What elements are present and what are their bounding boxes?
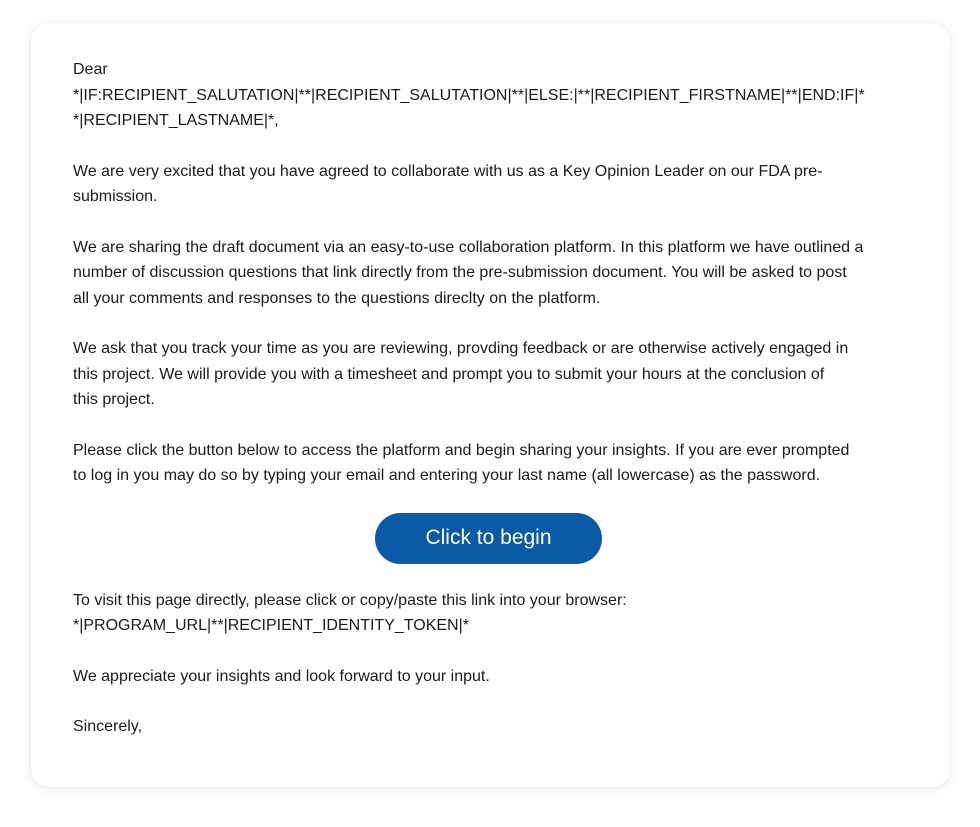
paragraph-line: to log in you may do so by typing your email and entering your last name (all lowercase) as the password.	[73, 467, 821, 484]
paragraph-line: To visit this page directly, please click or copy/paste this link into your browser:	[73, 591, 627, 609]
paragraph-line: number of discussion questions that link directly from the pre-submission document. You will be asked to post	[73, 264, 847, 281]
email-card	[31, 23, 950, 787]
paragraph-line: this project. We will provide you with a timesheet and prompt you to submit your hours at the conclusion of	[73, 365, 825, 383]
paragraph-line: this project.	[73, 391, 155, 408]
sign-off-text: Sincerely,	[73, 718, 143, 735]
lastname-merge-tag: *|RECIPIENT_LASTNAME|*,	[73, 112, 279, 129]
click-to-begin-button[interactable]: Click to begin	[375, 513, 602, 564]
cta-container	[73, 489, 910, 588]
paragraph-line: We are very excited that you have agreed to collaborate with us as a Key Opinion Leader on our FDA pre-	[73, 162, 823, 180]
greeting	[73, 57, 910, 134]
paragraph-line: We ask that you track your time as you are reviewing, provding feedback or are otherwise actively engaged in	[73, 340, 849, 357]
paragraph-line: We are sharing the draft document via an easy-to-use collaboration platform. In this platform we have outlined a	[73, 238, 864, 256]
sign-off	[73, 714, 910, 740]
direct-link-paragraph	[73, 588, 910, 639]
paragraph-line: Please click the button below to access the platform and begin sharing your insights. If you are ever prompted	[73, 441, 850, 459]
timesheet-paragraph	[73, 336, 910, 413]
platform-paragraph	[73, 235, 910, 312]
intro-paragraph	[73, 159, 910, 210]
program-url-merge-tag[interactable]: *|PROGRAM_URL|**|RECIPIENT_IDENTITY_TOKEN|*	[73, 617, 469, 634]
salutation-merge-tag: *|IF:RECIPIENT_SALUTATION|**|RECIPIENT_SALUTATION|**|ELSE:|**|RECIPIENT_FIRSTNAME|**|END:IF|*	[73, 86, 865, 104]
paragraph-line: We appreciate your insights and look forward to your input.	[73, 667, 490, 685]
closing-note	[73, 664, 910, 690]
greeting-line: Dear	[73, 61, 108, 78]
paragraph-line: all your comments and responses to the questions direclty on the platform.	[73, 289, 601, 307]
paragraph-line: submission.	[73, 188, 158, 205]
instructions-paragraph	[73, 438, 910, 489]
